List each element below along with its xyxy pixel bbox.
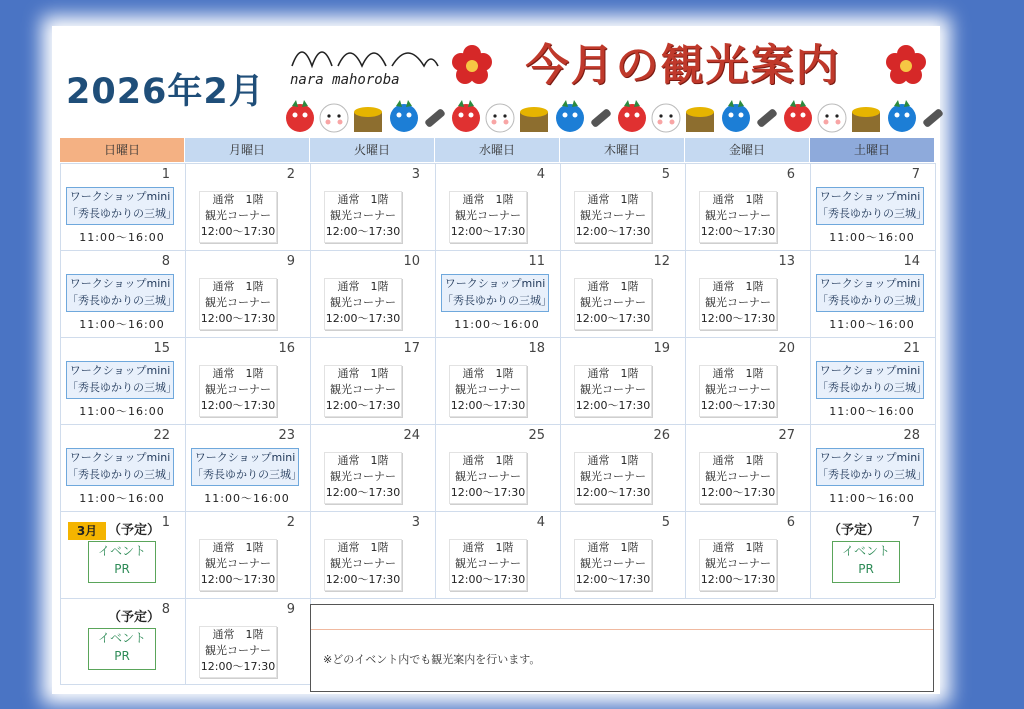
notes-text: ※どのイベント内でも観光案内を行います。 <box>323 653 541 666</box>
tourism-corner-line2: 観光コーナー <box>205 644 271 657</box>
workshop-line1: ワークショップmini <box>819 190 921 203</box>
tourism-corner-line2: 観光コーナー <box>330 383 396 396</box>
workshop-time: 11:00〜16:00 <box>829 231 915 244</box>
day-number: 27 <box>778 428 795 443</box>
event-line1: イベント <box>97 631 146 645</box>
tourism-corner-card <box>324 365 402 417</box>
day-number: 18 <box>528 341 545 356</box>
event-line1: イベント <box>97 544 146 558</box>
workshop-time: 11:00〜16:00 <box>204 492 290 505</box>
event-pr-card <box>832 541 900 583</box>
tourism-corner-line1: 通常 1階 <box>212 628 264 641</box>
tourism-corner-card <box>574 278 652 330</box>
workshop-mini-card <box>66 361 177 399</box>
weekday-header-mon: 月曜日 <box>185 138 310 162</box>
tourism-corner-line3: 12:00〜17:30 <box>700 312 776 325</box>
workshop-line1: ワークショップmini <box>444 277 546 290</box>
workshop-mini-card <box>66 448 177 486</box>
tourism-corner-line2: 観光コーナー <box>455 209 521 222</box>
day-number: 10 <box>403 254 420 269</box>
plum-flower-icon <box>884 44 928 88</box>
tourism-corner-line2: 観光コーナー <box>705 209 771 222</box>
tentative-label: （予定） <box>108 610 161 625</box>
tourism-corner-line3: 12:00〜17:30 <box>575 573 651 586</box>
tourism-corner-line2: 観光コーナー <box>330 209 396 222</box>
workshop-line2: 「秀長ゆかりの三城」 <box>67 381 177 394</box>
tourism-corner-line2: 観光コーナー <box>580 383 646 396</box>
day-number: 19 <box>653 341 670 356</box>
nara-mahoroba-logo <box>290 36 440 96</box>
tourism-corner-card <box>449 365 527 417</box>
tourism-corner-line2: 観光コーナー <box>455 383 521 396</box>
day-number: 12 <box>653 254 670 269</box>
workshop-line1: ワークショップmini <box>69 364 171 377</box>
workshop-time: 11:00〜16:00 <box>454 318 540 331</box>
tourism-corner-line2: 観光コーナー <box>705 296 771 309</box>
tourism-corner-line2: 観光コーナー <box>705 557 771 570</box>
workshop-time: 11:00〜16:00 <box>829 405 915 418</box>
workshop-mini-card <box>191 448 302 486</box>
tourism-corner-line2: 観光コーナー <box>330 296 396 309</box>
workshop-line1: ワークショップmini <box>69 451 171 464</box>
day-number: 20 <box>778 341 795 356</box>
day-number: 13 <box>778 254 795 269</box>
tourism-corner-line1: 通常 1階 <box>462 454 514 467</box>
tourism-corner-card <box>449 539 527 591</box>
tourism-corner-line1: 通常 1階 <box>587 541 639 554</box>
tourism-corner-line2: 観光コーナー <box>455 470 521 483</box>
day-number: 9 <box>286 254 295 269</box>
day-number: 11 <box>528 254 545 269</box>
logo-text: nara mahoroba <box>290 72 400 88</box>
tourism-corner-line2: 観光コーナー <box>205 383 271 396</box>
day-number: 8 <box>161 602 170 617</box>
day-number: 5 <box>661 515 670 530</box>
workshop-mini-card <box>816 448 927 486</box>
workshop-line2: 「秀長ゆかりの三城」 <box>67 207 177 220</box>
day-number: 8 <box>161 254 170 269</box>
tourism-corner-card <box>699 539 777 591</box>
tourism-corner-line3: 12:00〜17:30 <box>700 225 776 238</box>
tourism-corner-line2: 観光コーナー <box>580 557 646 570</box>
tourism-corner-line3: 12:00〜17:30 <box>200 312 276 325</box>
tourism-corner-card <box>574 191 652 243</box>
workshop-time: 11:00〜16:00 <box>79 318 165 331</box>
workshop-time: 11:00〜16:00 <box>79 231 165 244</box>
tourism-corner-line3: 12:00〜17:30 <box>700 399 776 412</box>
workshop-line2: 「秀長ゆかりの三城」 <box>192 468 302 481</box>
tourism-corner-card <box>699 191 777 243</box>
tourism-corner-card <box>199 278 277 330</box>
tourism-corner-line1: 通常 1階 <box>462 193 514 206</box>
tourism-corner-card <box>199 365 277 417</box>
day-number: 23 <box>278 428 295 443</box>
grid-line <box>60 684 310 685</box>
tourism-corner-line2: 観光コーナー <box>580 470 646 483</box>
day-number: 24 <box>403 428 420 443</box>
day-number: 26 <box>653 428 670 443</box>
tourism-corner-line1: 通常 1階 <box>462 367 514 380</box>
tourism-corner-line3: 12:00〜17:30 <box>450 399 526 412</box>
day-number: 2 <box>286 167 295 182</box>
workshop-line2: 「秀長ゆかりの三城」 <box>67 468 177 481</box>
tourism-corner-line1: 通常 1階 <box>212 367 264 380</box>
workshop-line1: ワークショップmini <box>194 451 296 464</box>
workshop-time: 11:00〜16:00 <box>79 405 165 418</box>
tentative-label: （予定） <box>828 523 881 538</box>
tourism-corner-line1: 通常 1階 <box>712 193 764 206</box>
notes-divider <box>311 629 933 630</box>
day-number: 15 <box>153 341 170 356</box>
tourism-corner-line1: 通常 1階 <box>712 541 764 554</box>
weekday-header-thu: 木曜日 <box>560 138 685 162</box>
tourism-corner-card <box>324 191 402 243</box>
tourism-corner-card <box>449 452 527 504</box>
workshop-line1: ワークショップmini <box>819 277 921 290</box>
weekday-header-fri: 金曜日 <box>685 138 810 162</box>
day-number: 21 <box>903 341 920 356</box>
tourism-corner-line2: 観光コーナー <box>705 383 771 396</box>
day-number: 22 <box>153 428 170 443</box>
main-title: 今月の観光案内 <box>525 41 841 91</box>
tourism-corner-line1: 通常 1階 <box>337 193 389 206</box>
day-number: 6 <box>786 515 795 530</box>
workshop-line2: 「秀長ゆかりの三城」 <box>817 381 927 394</box>
tourism-corner-card <box>574 365 652 417</box>
tourism-corner-line3: 12:00〜17:30 <box>325 312 401 325</box>
event-line2: PR <box>114 562 130 576</box>
tourism-corner-line2: 観光コーナー <box>705 470 771 483</box>
tourism-corner-line3: 12:00〜17:30 <box>200 399 276 412</box>
tourism-corner-line3: 12:00〜17:30 <box>450 225 526 238</box>
tourism-corner-card <box>324 452 402 504</box>
tourism-corner-line1: 通常 1階 <box>212 193 264 206</box>
workshop-mini-card <box>66 274 177 312</box>
march-label: 3月 <box>68 522 106 540</box>
tourism-corner-line2: 観光コーナー <box>205 209 271 222</box>
tourism-corner-line3: 12:00〜17:30 <box>575 399 651 412</box>
tourism-corner-line1: 通常 1階 <box>337 541 389 554</box>
tourism-corner-line3: 12:00〜17:30 <box>200 573 276 586</box>
day-number: 1 <box>161 167 170 182</box>
day-number: 3 <box>411 515 420 530</box>
tourism-corner-card <box>324 278 402 330</box>
tourism-corner-line1: 通常 1階 <box>712 280 764 293</box>
day-number: 17 <box>403 341 420 356</box>
workshop-line1: ワークショップmini <box>819 451 921 464</box>
tourism-corner-card <box>699 278 777 330</box>
tourism-corner-card <box>199 539 277 591</box>
plum-flower-icon <box>450 44 494 88</box>
tourism-corner-line3: 12:00〜17:30 <box>200 660 276 673</box>
day-number: 7 <box>911 167 920 182</box>
tourism-corner-line1: 通常 1階 <box>212 541 264 554</box>
workshop-time: 11:00〜16:00 <box>829 492 915 505</box>
workshop-line2: 「秀長ゆかりの三城」 <box>817 207 927 220</box>
workshop-mini-card <box>816 187 927 225</box>
day-number: 2 <box>286 515 295 530</box>
day-number: 4 <box>536 167 545 182</box>
tourism-corner-line3: 12:00〜17:30 <box>575 225 651 238</box>
tourism-corner-card <box>324 539 402 591</box>
tourism-corner-card <box>574 452 652 504</box>
tourism-corner-line3: 12:00〜17:30 <box>325 486 401 499</box>
workshop-line2: 「秀長ゆかりの三城」 <box>817 294 927 307</box>
day-number: 9 <box>286 602 295 617</box>
workshop-line1: ワークショップmini <box>69 190 171 203</box>
tentative-label: （予定） <box>108 523 161 538</box>
day-number: 4 <box>536 515 545 530</box>
tourism-corner-line1: 通常 1階 <box>587 193 639 206</box>
tourism-corner-line2: 観光コーナー <box>205 557 271 570</box>
notes-box <box>310 604 934 692</box>
event-line2: PR <box>858 562 874 576</box>
event-line1: イベント <box>841 544 890 558</box>
tourism-corner-line1: 通常 1階 <box>712 367 764 380</box>
day-number: 16 <box>278 341 295 356</box>
event-pr-card <box>88 541 156 583</box>
workshop-mini-card <box>816 361 927 399</box>
tourism-corner-line3: 12:00〜17:30 <box>325 399 401 412</box>
tourism-corner-line2: 観光コーナー <box>205 296 271 309</box>
tourism-corner-line2: 観光コーナー <box>580 296 646 309</box>
day-number: 28 <box>903 428 920 443</box>
tourism-corner-card <box>449 191 527 243</box>
tourism-corner-line2: 観光コーナー <box>455 557 521 570</box>
day-number: 7 <box>911 515 920 530</box>
weekday-header-wed: 水曜日 <box>435 138 560 162</box>
grid-line <box>935 163 936 598</box>
tourism-corner-card <box>199 191 277 243</box>
tourism-corner-card <box>699 452 777 504</box>
workshop-line2: 「秀長ゆかりの三城」 <box>817 468 927 481</box>
setsubun-decoration-row <box>284 98 944 138</box>
tourism-corner-line3: 12:00〜17:30 <box>450 573 526 586</box>
tourism-corner-line3: 12:00〜17:30 <box>325 225 401 238</box>
tourism-corner-line1: 通常 1階 <box>337 367 389 380</box>
tourism-corner-line3: 12:00〜17:30 <box>575 312 651 325</box>
tourism-corner-line1: 通常 1階 <box>587 454 639 467</box>
tourism-corner-line1: 通常 1階 <box>337 454 389 467</box>
workshop-line2: 「秀長ゆかりの三城」 <box>67 294 177 307</box>
tourism-corner-line3: 12:00〜17:30 <box>575 486 651 499</box>
tourism-corner-line2: 観光コーナー <box>580 209 646 222</box>
tourism-corner-card <box>199 626 277 678</box>
tourism-corner-line3: 12:00〜17:30 <box>450 486 526 499</box>
day-number: 25 <box>528 428 545 443</box>
calendar-sheet <box>52 26 940 694</box>
workshop-time: 11:00〜16:00 <box>79 492 165 505</box>
tourism-corner-line1: 通常 1階 <box>587 280 639 293</box>
event-pr-card <box>88 628 156 670</box>
workshop-line2: 「秀長ゆかりの三城」 <box>442 294 552 307</box>
day-number: 6 <box>786 167 795 182</box>
workshop-line1: ワークショップmini <box>69 277 171 290</box>
workshop-mini-card <box>816 274 927 312</box>
tourism-corner-line3: 12:00〜17:30 <box>200 225 276 238</box>
tourism-corner-line2: 観光コーナー <box>330 557 396 570</box>
tourism-corner-line1: 通常 1階 <box>212 280 264 293</box>
workshop-mini-card <box>66 187 177 225</box>
tourism-corner-line1: 通常 1階 <box>587 367 639 380</box>
day-number: 3 <box>411 167 420 182</box>
weekday-header-sat: 土曜日 <box>810 138 935 162</box>
workshop-mini-card <box>441 274 552 312</box>
workshop-time: 11:00〜16:00 <box>829 318 915 331</box>
day-number: 14 <box>903 254 920 269</box>
tourism-corner-line1: 通常 1階 <box>712 454 764 467</box>
day-number: 1 <box>161 515 170 530</box>
day-number: 5 <box>661 167 670 182</box>
tourism-corner-line3: 12:00〜17:30 <box>700 486 776 499</box>
event-line2: PR <box>114 649 130 663</box>
tourism-corner-line1: 通常 1階 <box>462 541 514 554</box>
tourism-corner-card <box>699 365 777 417</box>
tourism-corner-line3: 12:00〜17:30 <box>700 573 776 586</box>
weekday-header-sun: 日曜日 <box>60 138 185 162</box>
month-title: 2026年2月 <box>66 72 265 112</box>
tourism-corner-card <box>574 539 652 591</box>
tourism-corner-line3: 12:00〜17:30 <box>325 573 401 586</box>
tourism-corner-line1: 通常 1階 <box>337 280 389 293</box>
weekday-header-tue: 火曜日 <box>310 138 435 162</box>
tourism-corner-line2: 観光コーナー <box>330 470 396 483</box>
workshop-line1: ワークショップmini <box>819 364 921 377</box>
